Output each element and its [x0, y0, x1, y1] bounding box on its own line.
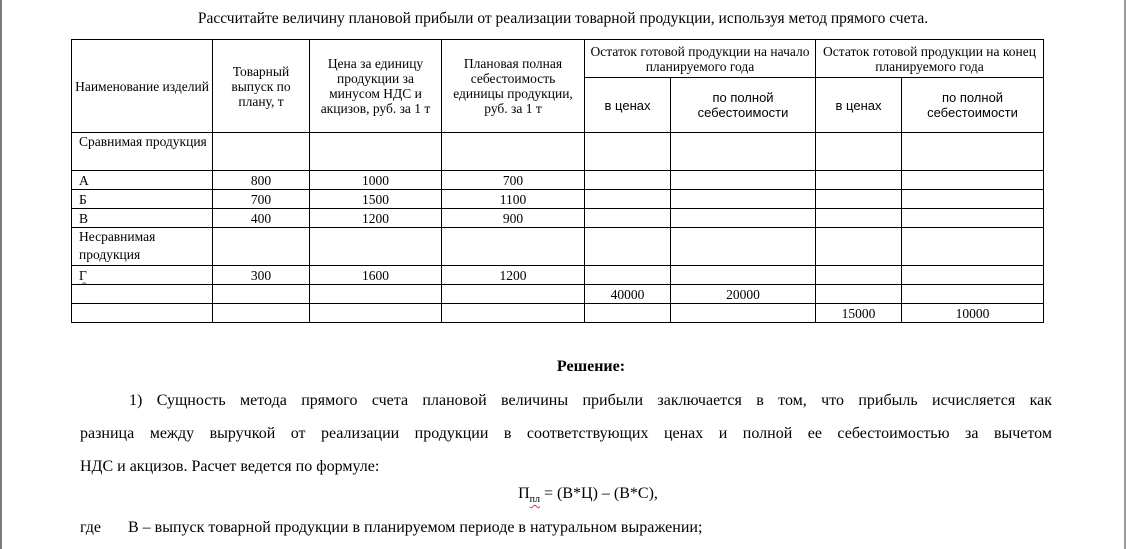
cell-start-price: [585, 171, 671, 190]
formula-expression: = (В*Ц) – (В*С),: [540, 485, 658, 502]
cell-price: [310, 228, 442, 266]
cell-end-cost: [902, 228, 1044, 266]
header-stock-start: Остаток готовой продукции на начало планируемого года: [585, 40, 816, 78]
cell-price: 1200: [310, 209, 442, 228]
row-name: Несравнимая продукция: [72, 228, 213, 266]
cell-end-price: [816, 190, 902, 209]
cell-end-cost: [902, 285, 1044, 304]
cell-cost: 1100: [442, 190, 585, 209]
cell-end-price: [816, 171, 902, 190]
subheader-end-in-prices: в ценах: [816, 78, 902, 133]
row-name: [72, 285, 213, 304]
table-row-comparable: [72, 133, 1044, 171]
cell-price: 1500: [310, 190, 442, 209]
solution-paragraph: [80, 384, 1052, 483]
header-stock-end: Остаток готовой продукции на конец планируемого года: [816, 40, 1044, 78]
cell-output: 300: [213, 266, 310, 285]
cell-cost: 1200: [442, 266, 585, 285]
table-header-row: [72, 40, 1044, 78]
cell-price: [310, 285, 442, 304]
cell-output: [213, 228, 310, 266]
cell-end-price: [816, 285, 902, 304]
cell-start-price: [585, 228, 671, 266]
row-name: Сравнимая продукция: [72, 133, 213, 171]
row-name: Б: [72, 190, 213, 209]
source-data-table: [71, 39, 1044, 323]
table-row-g: [72, 266, 1044, 285]
cell-end-cost: [902, 190, 1044, 209]
table-row-stock-start: [72, 285, 1044, 304]
profit-formula: [0, 483, 1126, 511]
table-row-b: [72, 190, 1044, 209]
row-name-text: Г: [79, 267, 87, 283]
cell-start-cost: [671, 209, 816, 228]
cell-start-price: [585, 209, 671, 228]
table-row-noncomparable: [72, 228, 1044, 266]
cell-start-cost: [671, 304, 816, 323]
table-row-a: [72, 171, 1044, 190]
cell-cost: [442, 304, 585, 323]
cell-end-price: [816, 133, 902, 171]
cell-price: 1000: [310, 171, 442, 190]
row-name: В: [72, 209, 213, 228]
task-title: Рассчитайте величину плановой прибыли от реализации товарной продукции, используя метод прямого счета.: [197, 10, 929, 27]
cell-output: 400: [213, 209, 310, 228]
cell-cost: 700: [442, 171, 585, 190]
cell-start-cost: [671, 171, 816, 190]
solution-heading: Решение:: [556, 358, 626, 375]
cell-end-cost: [902, 266, 1044, 285]
page-left-edge: [0, 0, 2, 549]
formula-symbol: П: [518, 485, 530, 502]
cell-end-cost: [902, 171, 1044, 190]
paragraph-line: НДС и акцизов. Расчет ведется по формуле:: [80, 458, 380, 475]
cell-end-price: [816, 266, 902, 285]
table-row-v: [72, 209, 1044, 228]
row-name: А: [72, 171, 213, 190]
cell-start-cost: [671, 266, 816, 285]
cell-price: [310, 304, 442, 323]
cell-end-price: [816, 228, 902, 266]
cell-output: 700: [213, 190, 310, 209]
paragraph-line: 1) Сущность метода прямого счета плановой величины прибыли заключается в том, что прибыль исчисляется как: [129, 392, 1052, 409]
row-name: [72, 266, 213, 285]
cell-start-cost: [671, 133, 816, 171]
cell-end-cost: 10000: [902, 304, 1044, 323]
cell-cost: 900: [442, 209, 585, 228]
table-row-stock-end: [72, 304, 1044, 323]
formula-subscript: пл: [529, 494, 540, 506]
cell-end-cost: [902, 209, 1044, 228]
cell-output: 800: [213, 171, 310, 190]
cell-end-price: 15000: [816, 304, 902, 323]
cell-start-cost: [671, 228, 816, 266]
cell-price: [310, 133, 442, 171]
header-name: Наименование изделий: [72, 40, 213, 133]
subheader-end-full-cost: по полной себестоимости: [902, 78, 1044, 133]
where-text: В – выпуск товарной продукции в планируемом периоде в натуральном выражении;: [128, 519, 703, 536]
cell-output: [213, 285, 310, 304]
paragraph-line: разница между выручкой от реализации продукции в соответствующих ценах и полной ее себестоимостью за вычетом: [80, 425, 1052, 442]
where-line: [80, 517, 1080, 539]
cell-cost: [442, 133, 585, 171]
header-output: Товарный выпуск по плану, т: [213, 40, 310, 133]
subheader-start-in-prices: в ценах: [585, 78, 671, 133]
cell-start-cost: 20000: [671, 285, 816, 304]
subheader-start-full-cost: по полной себестоимости: [671, 78, 816, 133]
row-name: [72, 304, 213, 323]
cell-start-price: [585, 133, 671, 171]
header-cost: Плановая полная себестоимость единицы продукции, руб. за 1 т: [442, 40, 585, 133]
cell-output: [213, 133, 310, 171]
cell-start-price: [585, 266, 671, 285]
cell-end-cost: [902, 133, 1044, 171]
header-price: Цена за единицу продукции за минусом НДС и акцизов, руб. за 1 т: [310, 40, 442, 133]
cell-start-price: 40000: [585, 285, 671, 304]
cell-end-price: [816, 209, 902, 228]
cell-cost: [442, 228, 585, 266]
cell-start-cost: [671, 190, 816, 209]
where-label: где: [80, 519, 102, 536]
cell-start-price: [585, 190, 671, 209]
cell-output: [213, 304, 310, 323]
cell-price: 1600: [310, 266, 442, 285]
cell-start-price: [585, 304, 671, 323]
cell-cost: [442, 285, 585, 304]
